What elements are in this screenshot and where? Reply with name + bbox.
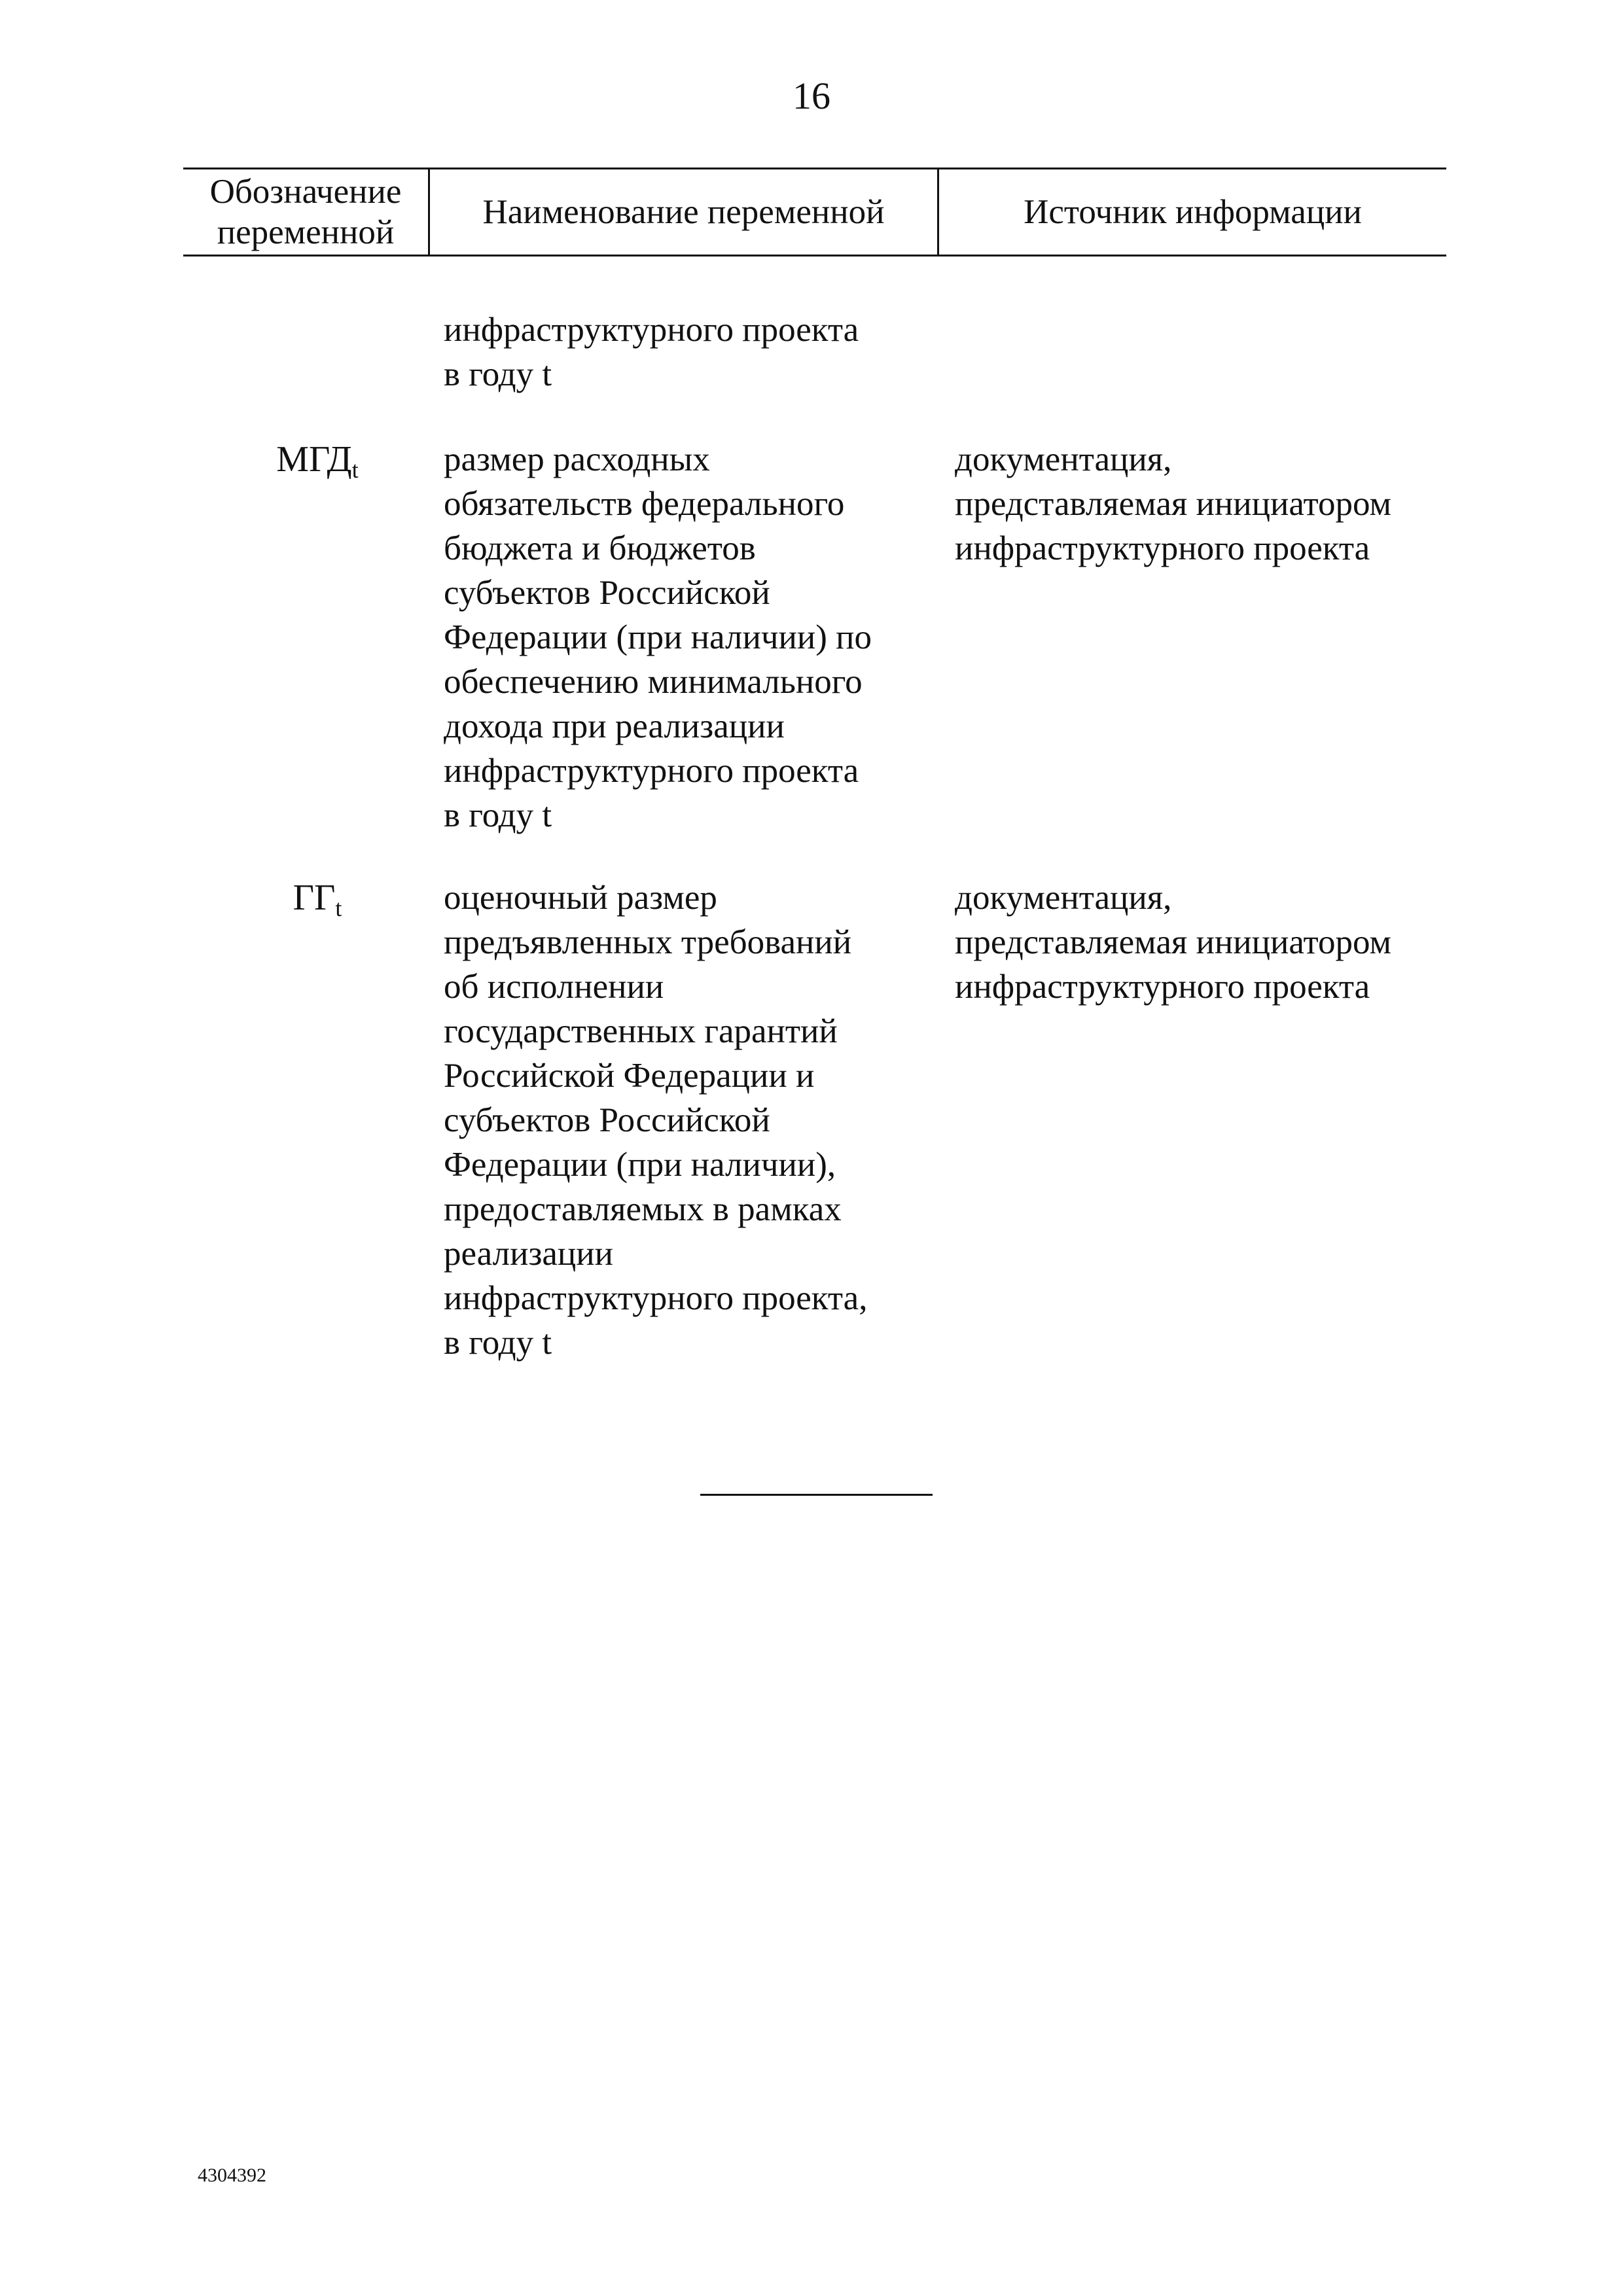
row-1-name: размер расходных обязательств федерального бюджета и бюджетов субъектов Российской Федерации (при наличии) по обеспечению минимального дохода при реализации инфраструктурного проекта в году t (444, 440, 872, 834)
end-separator-line (700, 1494, 933, 1496)
document-code: 4304392 (198, 2164, 266, 2186)
row-2-symbol-subscript: t (335, 895, 342, 921)
header-variable-name: Наименование переменной (430, 169, 939, 255)
header-information-source: Источник информации (1024, 193, 1362, 231)
row-1-symbol-subscript: t (351, 457, 359, 483)
row-1-symbol (249, 437, 386, 492)
table-header (183, 168, 1446, 256)
row-2-name: оценочный размер предъявленных требований об исполнении государственных гарантий Российской Федерации и субъектов Российской Федерации (при наличии), предоставляемых в рамках реализации инфраструктурного проекта, в году t (444, 879, 868, 1362)
header-designation: Обозначение переменной (183, 169, 430, 255)
row-2-source: документация, представляемая инициатором инфраструктурного проекта (955, 879, 1391, 1006)
page-number: 16 (793, 75, 830, 117)
row-2-symbol-base: ГГ (293, 877, 336, 918)
row-1-symbol-base: МГД (276, 439, 352, 480)
row-2-symbol (249, 875, 386, 930)
row-1-source: документация, представляемая инициатором инфраструктурного проекта (955, 440, 1391, 567)
continuation-name: инфраструктурного проекта в году t (444, 311, 859, 393)
